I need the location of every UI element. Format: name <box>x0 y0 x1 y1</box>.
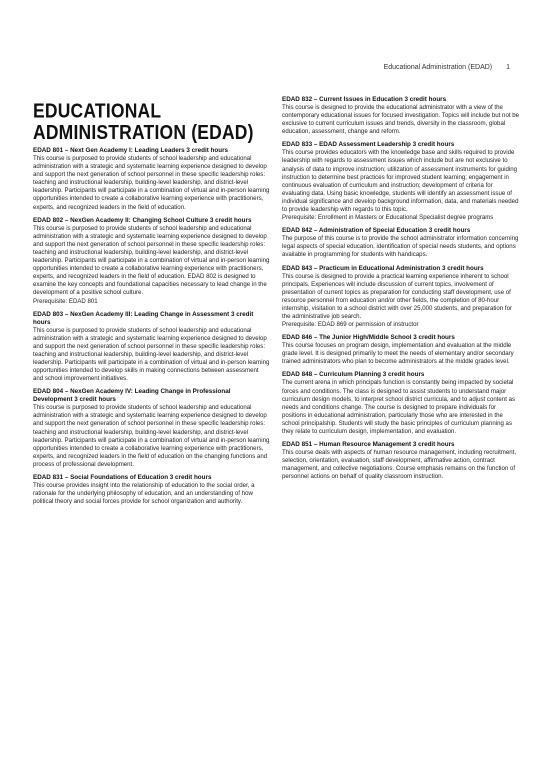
course-entry <box>282 334 519 366</box>
course-title: EDAD 831 – Social Foundations of Education 3 credit hours <box>33 474 212 481</box>
left-column <box>33 96 270 511</box>
course-title: EDAD 803 – NexGen Academy III: Leading Change in Assessment 3 credit hours <box>33 310 254 326</box>
course-description: The purpose of this course is to provide the school administrator information concerning legal aspects of special education, identification of special needs students, and options available in programming for students with handicaps. <box>282 235 519 259</box>
right-column <box>282 96 519 486</box>
course-description: This course is designed to provide the educational administrator with a view of the contemporary educational issues for focused investigation. Topics will include but not be exclusive to current curriculum issues and trends, diversity in the classroom, global education, assessment, change and reform. <box>282 104 520 136</box>
course-entry <box>282 141 519 222</box>
course-entry <box>33 217 270 306</box>
course-entry <box>33 388 270 469</box>
course-title: EDAD 832 – Current Issues in Education 3 credit hours <box>282 96 447 103</box>
course-entry <box>282 441 519 481</box>
course-title: EDAD 842 – Administration of Special Education 3 credit hours <box>282 227 471 235</box>
course-description: This course is purposed to provide students of school leadership and educational administration with a strategic and systematic learning experience designed to develop and support the next generation of school personnel in these specific leadership roles: teaching and instructional leadership, building-level leadership, and district-level leadership. Participants will participate in a combination of virtual and in-person learning opportunities intended to create a collaborative learning experience with practitioners, experts, and recognized leaders in the field of education. EDAD 802 is designed to examine the key concepts and foundational capacities necessary to lead change in the development of a positive school culture. <box>33 224 270 297</box>
course-title: EDAD 846 – The Junior High/Middle School 3 credit hours <box>282 334 455 342</box>
course-description: This course is purposed to provide students of school leadership and educational administration with a strategic and systematic learning experience designed to develop and support the next generation of school personnel in these specific leadership roles: teaching and instructional leadership, building-level leadership, and district-level leadership. Participants will participate in a combination of virtual and in-person learning opportunities intended to create a collaborative learning experience with practitioners, experts, and recognized leaders in the field of education on the changing functions and process of professional development. <box>33 404 270 468</box>
course-title: EDAD 848 – Curriculum Planning 3 credit hours <box>282 371 425 379</box>
course-entry <box>282 371 519 436</box>
running-header <box>384 64 510 71</box>
course-description: This course deals with aspects of human resource management, including recruitment, selection, orientation, evaluation, staff development, affirmative action, contract management, and collective negotiations. Course emphasis remains on the function of personnel actions on behalf of quality classroom instruction. <box>282 449 517 481</box>
course-title: EDAD 804 – NexGen Academy IV: Leading Change in Professional Development 3 credit hours <box>33 388 231 404</box>
course-description: This course focuses on program design, implementation and evaluation at the middle grade level. It is designed primarily to meet the needs of elementary and/or secondary trained administrators who plan to become administrators at the middle grades level. <box>282 342 514 366</box>
course-description: This course is designed to provide a practical learning experience inherent to school principals. Experiences will include discussion of current topics, involvement of presentation of current topics as preparation for conducting staff development, use of resource personnel from education and/or other fields, the completion of 80-hour internship, visitation to a school district with over 25,000 students, and preparation for the administrative job search. <box>282 272 512 320</box>
left-course-list <box>33 147 270 506</box>
right-course-list <box>282 96 519 481</box>
course-description: This course provides educators with the knowledge base and skills required to provide leadership with regards to assessment issues which include but are not exclusive to analysis of data to improve instruction; utilization of assessment instruments for guiding instruction to determine best practices for improved student learning; engagement in continuous evaluation of curriculum and instruction; development of criteria for evaluating data. Using basic knowledge, students will identify an assessment issue of individual significance and develop background information, data, and materials needed to provide leadership with regards to this topic. <box>282 149 519 214</box>
page-number: 1 <box>506 64 510 71</box>
course-title: EDAD 801 – Next Gen Academy I: Leading Leaders 3 credit hours <box>33 147 229 154</box>
course-prerequisite: Prerequisite: EDAD 869 or permission of instructor <box>282 321 419 329</box>
course-description: This course is purposed to provide students of school leadership and educational administration with a strategic and systematic learning experience designed to develop and support the next generation of school personnel in these specific leadership roles: teaching and instructional leadership, building-level leadership, and district-level leadership. Participants will participate in a combination of virtual and in-person learning opportunities intended to create a collaborative learning experience with practitioners, experts, and recognized leaders in the field of education. <box>33 155 270 211</box>
course-description: The current arena in which principals function is constantly being impacted by societal forces and conditions. The class is designed to assist students to understand major curriculum design models, to interpret school district curricula, and to adjust content as needs and conditions change. The course is designed to prepare individuals for positions in educational administration, particularly those who are interested in the school principalship. Students will study the basic principles of curriculum planning as they relate to curriculum design, implementation, and evaluation. <box>282 379 516 435</box>
course-entry <box>33 311 270 384</box>
running-title: Educational Administration (EDAD) <box>383 64 493 71</box>
course-title: EDAD 802 – NexGen Academy II: Changing School Culture 3 credit hours <box>33 216 252 224</box>
course-entry <box>33 147 270 212</box>
course-entry <box>282 96 519 136</box>
course-title: EDAD 843 – Practicum in Educational Administration 3 credit hours <box>282 264 484 272</box>
page-title: EDUCATIONAL ADMINISTRATION (EDAD) <box>33 98 254 144</box>
course-title: EDAD 833 – EDAD Assessment Leadership 3 credit hours <box>282 141 455 149</box>
course-description: This course is purposed to provide students of school leadership and educational administration with a strategic and systematic learning experience designed to develop and support the next generation of school personnel in these specific leadership roles: teaching and instructional leadership, building-level leadership, and district-level leadership. Participants will participate in a combination of virtual and in-person learning opportunities intended to develop skills in making connections between assessment and school improvement initiatives. <box>33 326 270 383</box>
course-description: This course provides insight into the relationship of education to the social order, a rationale for the underlying philosophy of education, and an understanding of how political theory and social forces provide for school organization and authority. <box>33 482 255 506</box>
course-prerequisite: Prerequisite: Enrollment in Masters or Educational Specialist degree programs <box>282 214 494 222</box>
course-entry <box>282 227 519 259</box>
course-entry <box>33 474 270 506</box>
course-entry <box>282 265 519 330</box>
course-title: EDAD 851 – Human Resource Management 3 credit hours <box>282 441 455 449</box>
course-prerequisite: Prerequisite: EDAD 801 <box>33 297 98 305</box>
